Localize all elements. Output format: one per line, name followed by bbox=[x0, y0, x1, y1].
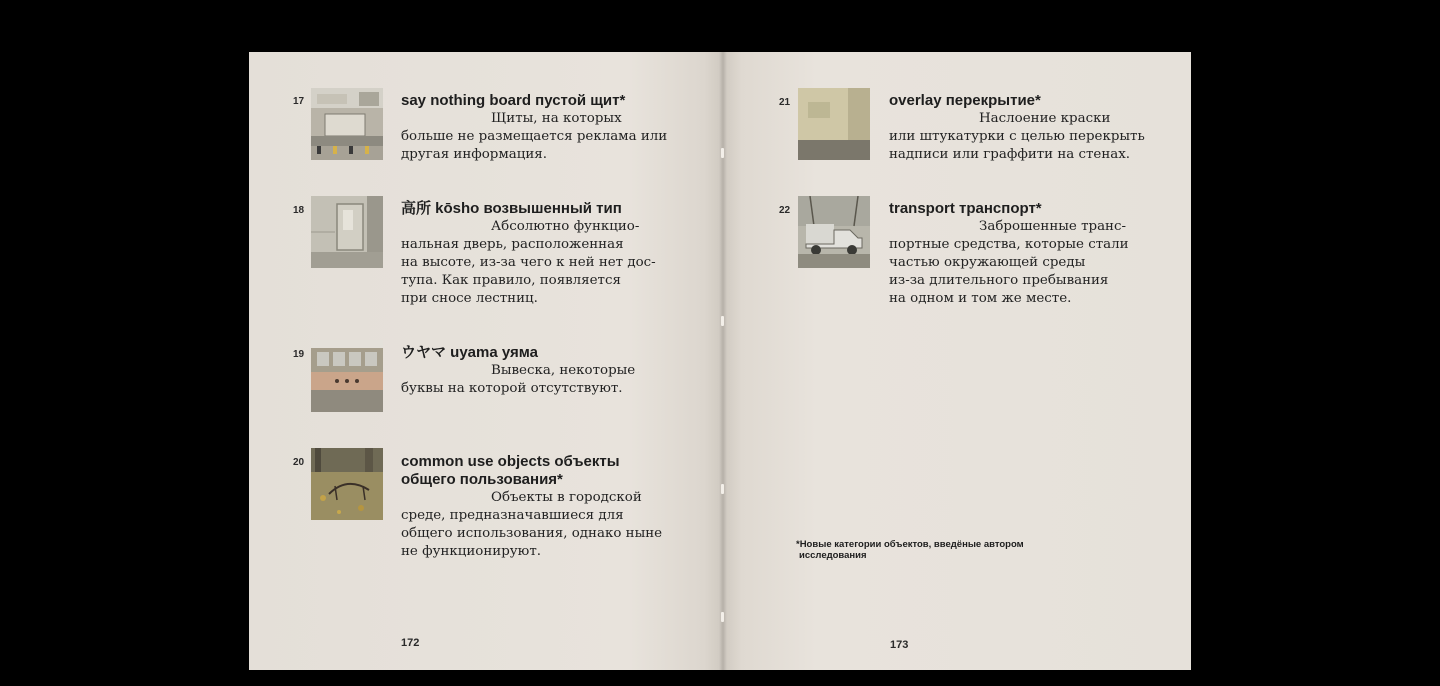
description-line: тупа. Как правило, появляется bbox=[401, 273, 621, 288]
description-line: Наслоение краски bbox=[979, 111, 1111, 126]
description-line: на одном и том же месте. bbox=[889, 291, 1072, 306]
description-line: общего использования, однако ныне bbox=[401, 526, 663, 541]
footnote-line: *Новые категории объектов, введёные автором bbox=[796, 539, 1024, 550]
description-line: больше не размещается реклама или bbox=[401, 129, 668, 144]
entry-description bbox=[889, 218, 1129, 308]
entry-number: 22 bbox=[779, 205, 791, 216]
binding-stitch bbox=[721, 484, 724, 494]
description-line: Заброшенные транс- bbox=[979, 219, 1126, 234]
signboard-photo-icon bbox=[311, 340, 383, 412]
description-line: Щиты, на которых bbox=[491, 111, 622, 126]
description-line: буквы на которой отсутствуют. bbox=[401, 381, 623, 396]
entry-title: common use objects объекты bbox=[401, 453, 620, 470]
entry-title: 高所 kōsho возвышенный тип bbox=[401, 200, 622, 217]
entry-description bbox=[401, 489, 662, 561]
description-line: портные средства, которые стали bbox=[889, 237, 1129, 252]
entry-title-continued: общего пользования* bbox=[401, 471, 563, 488]
empty-board-photo-icon bbox=[311, 88, 383, 160]
description-line: среде, предназначавшиеся для bbox=[401, 508, 624, 523]
page-number: 172 bbox=[401, 637, 420, 649]
description-line: надписи или граффити на стенах. bbox=[889, 147, 1131, 162]
painted-wall-photo-icon bbox=[798, 88, 870, 160]
entry-description bbox=[401, 110, 667, 164]
entry-title: say nothing board пустой щит* bbox=[401, 92, 626, 109]
entry-number: 20 bbox=[293, 457, 305, 468]
entry-number: 17 bbox=[293, 96, 305, 107]
description-line: на высоте, из-за чего к ней нет дос- bbox=[401, 255, 656, 270]
entry-number: 21 bbox=[779, 97, 791, 108]
book-gutter bbox=[719, 52, 727, 670]
entry-title: overlay перекрытие* bbox=[889, 92, 1041, 109]
entry-description bbox=[401, 362, 635, 398]
footnote-line: исследования bbox=[799, 550, 867, 561]
description-line: Объекты в городской bbox=[491, 490, 642, 505]
description-line: Вывеска, некоторые bbox=[491, 363, 636, 378]
binding-stitch bbox=[721, 612, 724, 622]
common-object-photo-icon bbox=[311, 448, 383, 520]
entry-number: 18 bbox=[293, 205, 305, 216]
entry-description bbox=[889, 110, 1145, 164]
abandoned-truck-photo-icon bbox=[798, 196, 870, 268]
description-line: частью окружающей среды bbox=[889, 255, 1086, 270]
binding-stitch bbox=[721, 316, 724, 326]
description-line: не функционируют. bbox=[401, 544, 541, 559]
elevated-door-photo-icon bbox=[311, 196, 383, 268]
description-line: или штукатурки с целью перекрыть bbox=[889, 129, 1145, 144]
description-line: нальная дверь, расположенная bbox=[401, 237, 624, 252]
description-line: из-за длительного пребывания bbox=[889, 273, 1109, 288]
description-line: при сносе лестниц. bbox=[401, 291, 538, 306]
entry-number: 19 bbox=[293, 349, 305, 360]
entry-title: transport транспорт* bbox=[889, 200, 1042, 217]
page-number: 173 bbox=[890, 639, 909, 651]
description-line: другая информация. bbox=[401, 147, 548, 162]
binding-stitch bbox=[721, 148, 724, 158]
footnote bbox=[796, 539, 1024, 561]
entry-title: ウヤマ uyama уяма bbox=[401, 344, 538, 361]
entry-description bbox=[401, 218, 656, 308]
book-spread bbox=[249, 52, 1191, 670]
description-line: Абсолютно функцио- bbox=[491, 219, 640, 234]
